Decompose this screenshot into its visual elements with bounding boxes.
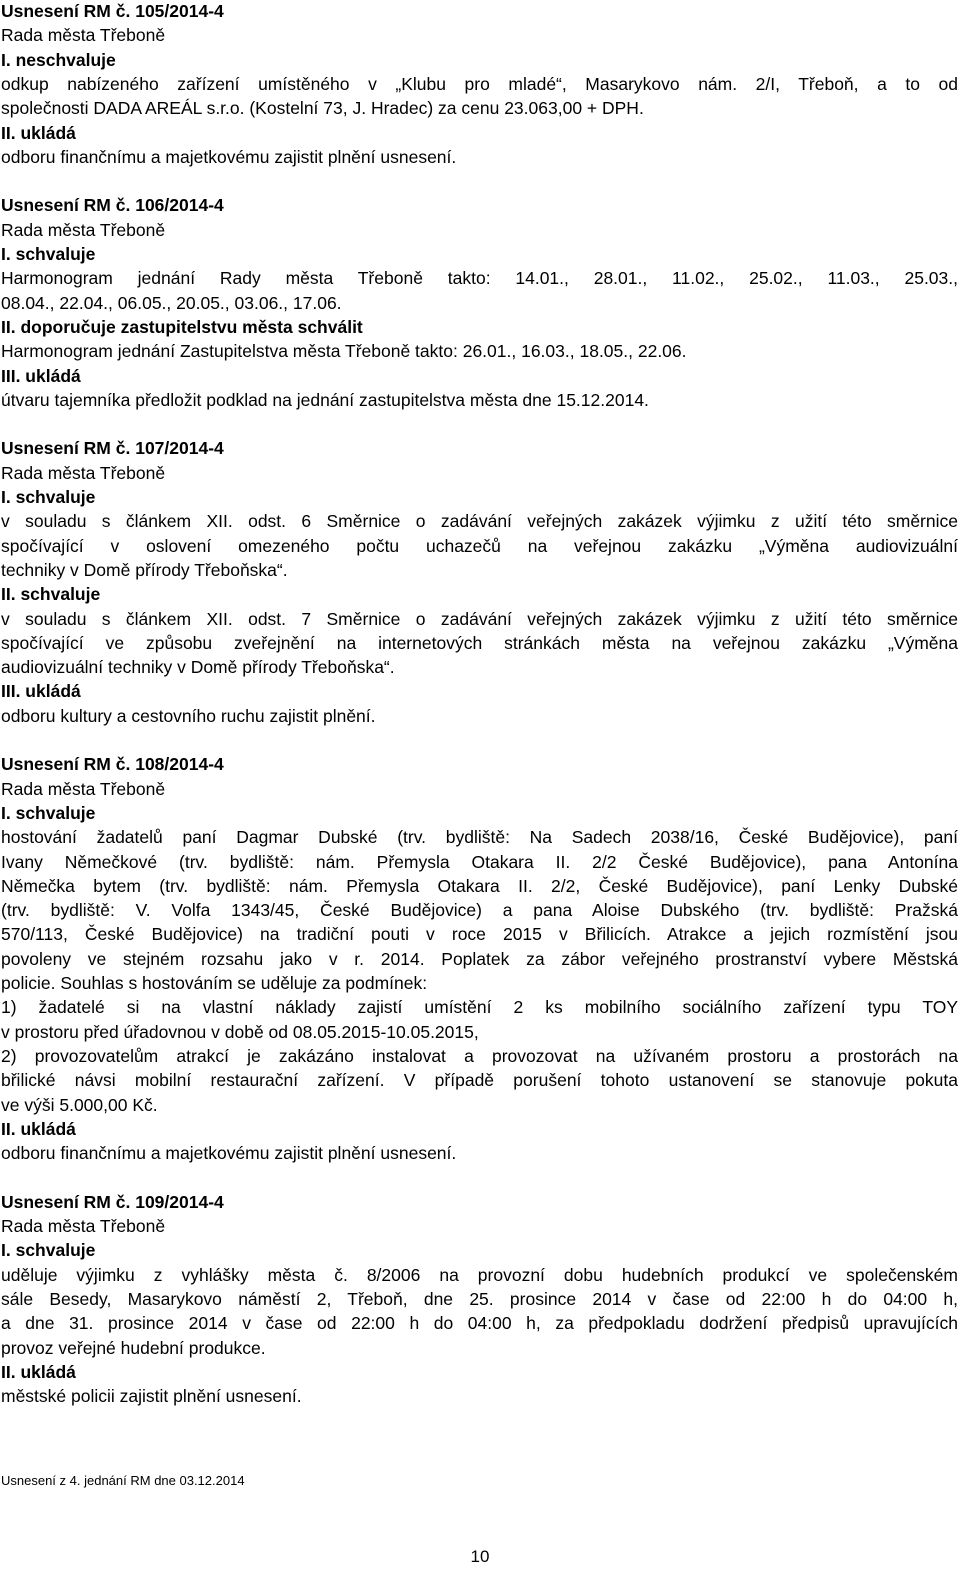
text-line: povoleny ve stejném rozsahu jako v r. 2014. Poplatek za zábor veřejného prostranství vybere Městská bbox=[1, 948, 958, 969]
text-line: městské policii zajistit plnění usnesení. bbox=[1, 1386, 302, 1407]
text-line: spočívající ve způsobu zveřejnění na internetových stránkách města na veřejnou zakázku „Výměna bbox=[1, 632, 958, 653]
section-heading: I. schvaluje bbox=[1, 1240, 96, 1261]
section-heading: II. doporučuje zastupitelstvu města schválit bbox=[1, 316, 363, 337]
section-heading: Usnesení RM č. 108/2014-4 bbox=[1, 754, 224, 775]
text-line: a dne 31. prosince 2014 v čase od 22:00 h do 04:00 h, za předpokladu dodržení předpisů upravujících bbox=[1, 1313, 958, 1334]
section-heading: Usnesení RM č. 105/2014-4 bbox=[1, 1, 224, 21]
page-number: 10 bbox=[470, 1547, 490, 1566]
section-heading: II. ukládá bbox=[1, 1361, 76, 1382]
text-line: 570/113, České Budějovice) na tradiční pouti v roce 2015 v Břilicích. Atrakce a jejich rozmístění jsou bbox=[1, 924, 958, 945]
text-line: spočívající v oslovení omezeného počtu uchazečů na veřejnou zakázku „Výměna audiovizuální bbox=[1, 535, 958, 556]
section-heading: II. schvaluje bbox=[1, 584, 101, 605]
text-line: břilické návsi mobilní restaurační zařízení. V případě porušení tohoto ustanovení se stanovuje pokuta bbox=[1, 1070, 958, 1091]
section-heading: II. ukládá bbox=[1, 1118, 76, 1139]
text-line: uděluje výjimku z vyhlášky města č. 8/2006 na provozní dobu hudebních produkcí ve společenském bbox=[1, 1264, 958, 1285]
text-line: sále Besedy, Masarykovo náměstí 2, Třeboň, dne 25. prosince 2014 v čase od 22:00 h do 04:00 h, bbox=[1, 1288, 958, 1309]
text-line: Rada města Třeboně bbox=[1, 219, 166, 240]
text-line: v souladu s článkem XII. odst. 7 Směrnice o zadávání veřejných zakázek výjimku z užití této směrnice bbox=[1, 608, 958, 629]
text-line: Němečka bytem (trv. bydliště: nám. Přemysla Otakara II. 2/2, České Budějovice), paní Lenky Dubské bbox=[1, 875, 958, 896]
text-line: hostování žadatelů paní Dagmar Dubské (trv. bydliště: Na Sadech 2038/16, České Budějovice), paní bbox=[1, 827, 958, 848]
text-line: 2) provozovatelům atrakcí je zakázáno instalovat a provozovat na užívaném prostoru a prostorách na bbox=[1, 1045, 958, 1066]
text-line: odboru kultury a cestovního ruchu zajistit plnění. bbox=[1, 705, 376, 726]
text-line: audiovizuální techniky v Domě přírody Třeboňska“. bbox=[1, 657, 395, 678]
text-line: odboru finančnímu a majetkovému zajistit plnění usnesení. bbox=[1, 1143, 457, 1164]
text-line: Rada města Třeboně bbox=[1, 1216, 166, 1236]
section-heading: I. schvaluje bbox=[1, 244, 96, 264]
text-line: Rada města Třeboně bbox=[1, 462, 166, 483]
text-line: (trv. bydliště: V. Volfa 1343/45, České Budějovice) a pana Aloise Dubského (trv. bydliště: Pražská bbox=[1, 900, 958, 921]
text-line: v souladu s článkem XII. odst. 6 Směrnice o zadávání veřejných zakázek výjimku z užití této směrnice bbox=[1, 511, 958, 532]
section-heading: Usnesení RM č. 109/2014-4 bbox=[1, 1191, 224, 1212]
text-line: v prostoru před úřadovnou v době od 08.05.2015-10.05.2015, bbox=[1, 1021, 479, 1042]
text-line: společnosti DADA AREÁL s.r.o. (Kostelní 73, J. Hradec) za cenu 23.063,00 + DPH. bbox=[1, 98, 644, 119]
text-line: útvaru tajemníka předložit podklad na jednání zastupitelstva města dne 15.12.2014. bbox=[1, 389, 649, 410]
text-line: Ivany Němečkové (trv. bydliště: nám. Přemysla Otakara II. 2/2 České Budějovice), pana Antonína bbox=[1, 851, 958, 872]
text-line: Rada města Třeboně bbox=[1, 778, 166, 799]
text-line: provoz veřejné hudební produkce. bbox=[1, 1337, 266, 1358]
section-heading: Usnesení RM č. 106/2014-4 bbox=[1, 195, 224, 216]
section-heading: III. ukládá bbox=[1, 681, 81, 702]
page-footer: Usnesení z 4. jednání RM dne 03.12.2014 bbox=[1, 1473, 245, 1488]
text-line: 1) žadatelé si na vlastní náklady zajistí umístění 2 ks mobilního sociálního zařízení typu TOY bbox=[1, 997, 958, 1018]
text-line: policie. Souhlas s hostováním se uděluje za podmínek: bbox=[1, 973, 428, 993]
section-heading: I. schvaluje bbox=[1, 802, 96, 823]
section-heading: I. neschvaluje bbox=[1, 49, 116, 70]
section-heading: II. ukládá bbox=[1, 122, 76, 143]
section-heading: III. ukládá bbox=[1, 365, 81, 386]
section-heading: Usnesení RM č. 107/2014-4 bbox=[1, 438, 224, 459]
text-line: Harmonogram jednání Zastupitelstva města Třeboně takto: 26.01., 16.03., 18.05., 22.06. bbox=[1, 341, 687, 362]
text-line: ve výši 5.000,00 Kč. bbox=[1, 1094, 158, 1115]
text-line: odkup nabízeného zařízení umístěného v „Klubu pro mladé“, Masarykovo nám. 2/I, Třeboň, a to od bbox=[1, 73, 958, 94]
text-line: Harmonogram jednání Rady města Třeboně takto: 14.01., 28.01., 11.02., 25.02., 11.03., 25.03., bbox=[1, 268, 958, 289]
text-line: 08.04., 22.04., 06.05., 20.05., 03.06., 17.06. bbox=[1, 292, 342, 313]
text-line: techniky v Domě přírody Třeboňska“. bbox=[1, 559, 288, 580]
section-heading: I. schvaluje bbox=[1, 487, 96, 507]
text-line: odboru finančnímu a majetkovému zajistit plnění usnesení. bbox=[1, 146, 457, 167]
text-line: Rada města Třeboně bbox=[1, 25, 166, 46]
